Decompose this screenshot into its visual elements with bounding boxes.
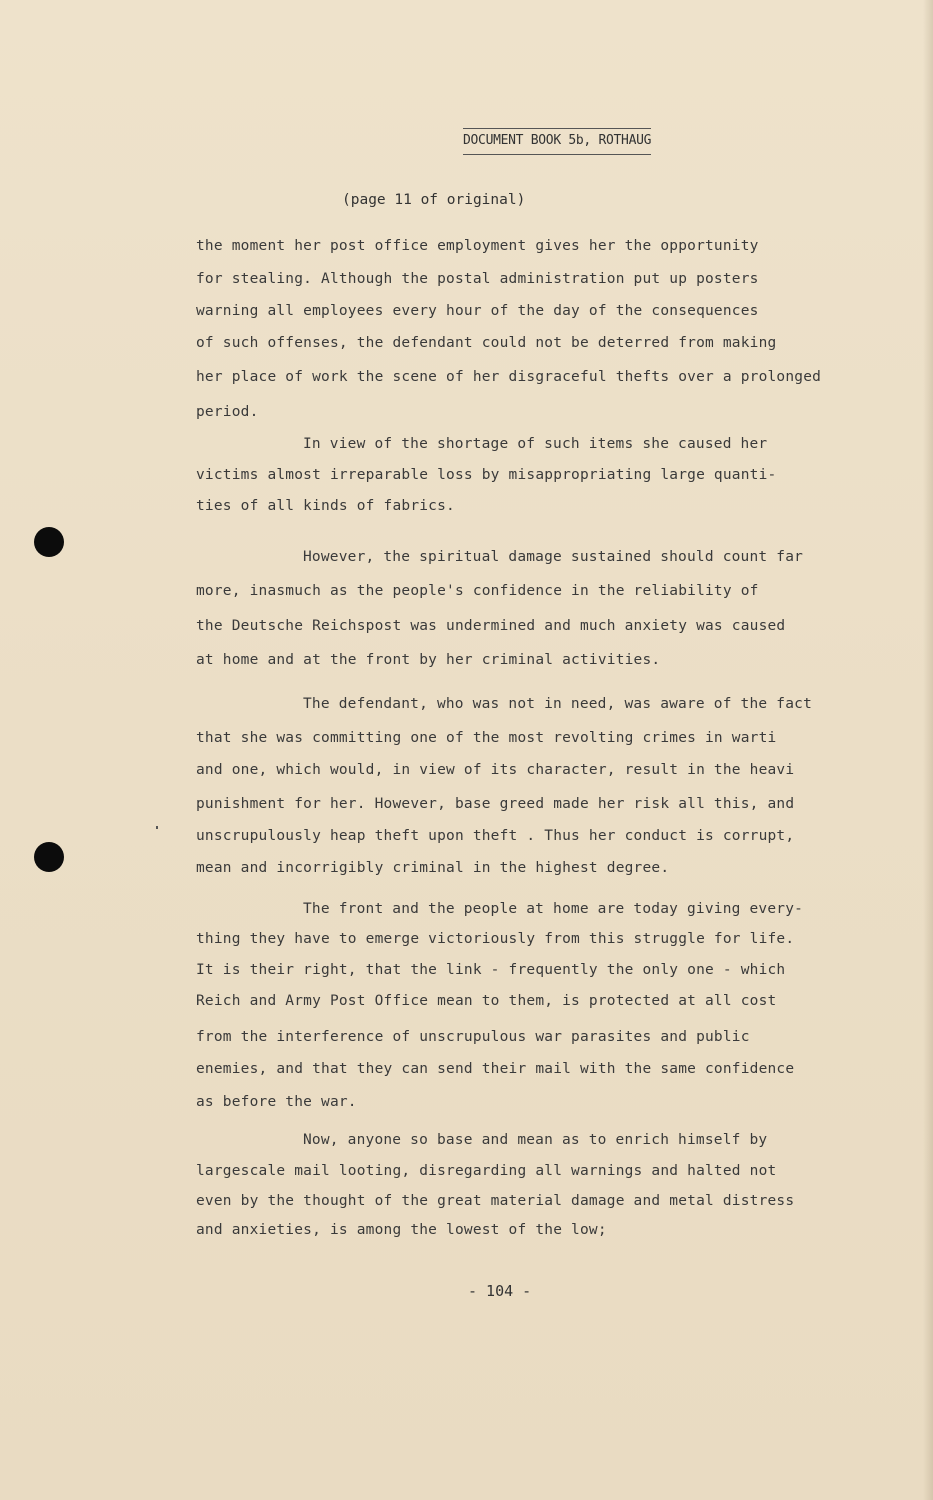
body-line: It is their right, that the link - frequently the only one - which <box>196 962 786 978</box>
body-line: thing they have to emerge victoriously from this struggle for life. <box>196 931 795 947</box>
body-line: even by the thought of the great material damage and metal distress <box>196 1193 795 1209</box>
body-line: In view of the shortage of such items she caused her <box>303 436 768 452</box>
body-line: the moment her post office employment gives her the opportunity <box>196 238 759 254</box>
punch-hole-top <box>34 527 64 557</box>
body-line: the Deutsche Reichspost was undermined and much anxiety was caused <box>196 618 786 634</box>
body-line: from the interference of unscrupulous war parasites and public <box>196 1029 750 1045</box>
page-number: - 104 - <box>468 1282 532 1300</box>
body-line: as before the war. <box>196 1094 357 1110</box>
margin-mark <box>156 826 158 829</box>
body-line: that she was committing one of the most revolting crimes in warti <box>196 730 777 746</box>
body-line: more, inasmuch as the people's confidence in the reliability of <box>196 583 759 599</box>
body-line: of such offenses, the defendant could not be deterred from making <box>196 335 777 351</box>
body-line: and anxieties, is among the lowest of the low; <box>196 1222 607 1238</box>
body-line: largescale mail looting, disregarding all warnings and halted not <box>196 1163 777 1179</box>
body-line: at home and at the front by her criminal activities. <box>196 652 661 668</box>
body-line: for stealing. Although the postal administration put up posters <box>196 271 759 287</box>
body-line: Now, anyone so base and mean as to enrich himself by <box>303 1132 768 1148</box>
body-line: enemies, and that they can send their mail with the same confidence <box>196 1061 795 1077</box>
body-line: The defendant, who was not in need, was aware of the fact <box>303 696 812 712</box>
body-line: unscrupulously heap theft upon theft . Thus her conduct is corrupt, <box>196 828 795 844</box>
original-page-note: (page 11 of original) <box>342 192 526 208</box>
body-line: The front and the people at home are today giving every- <box>303 901 804 917</box>
punch-hole-bottom <box>34 842 64 872</box>
body-line: period. <box>196 404 259 420</box>
body-line: her place of work the scene of her disgraceful thefts over a prolonged <box>196 369 822 385</box>
body-line: and one, which would, in view of its character, result in the heavi <box>196 762 795 778</box>
body-line: victims almost irreparable loss by misappropriating large quanti- <box>196 467 777 483</box>
body-line: punishment for her. However, base greed made her risk all this, and <box>196 796 795 812</box>
body-line: mean and incorrigibly criminal in the highest degree. <box>196 860 670 876</box>
document-reference: DOCUMENT BOOK 5b, ROTHAUG <box>463 128 651 155</box>
paper-edge-shadow <box>923 0 933 1500</box>
body-line: ties of all kinds of fabrics. <box>196 498 455 514</box>
body-line: Reich and Army Post Office mean to them, is protected at all cost <box>196 993 777 1009</box>
body-line: warning all employees every hour of the day of the consequences <box>196 303 759 319</box>
body-line: However, the spiritual damage sustained should count far <box>303 549 804 565</box>
